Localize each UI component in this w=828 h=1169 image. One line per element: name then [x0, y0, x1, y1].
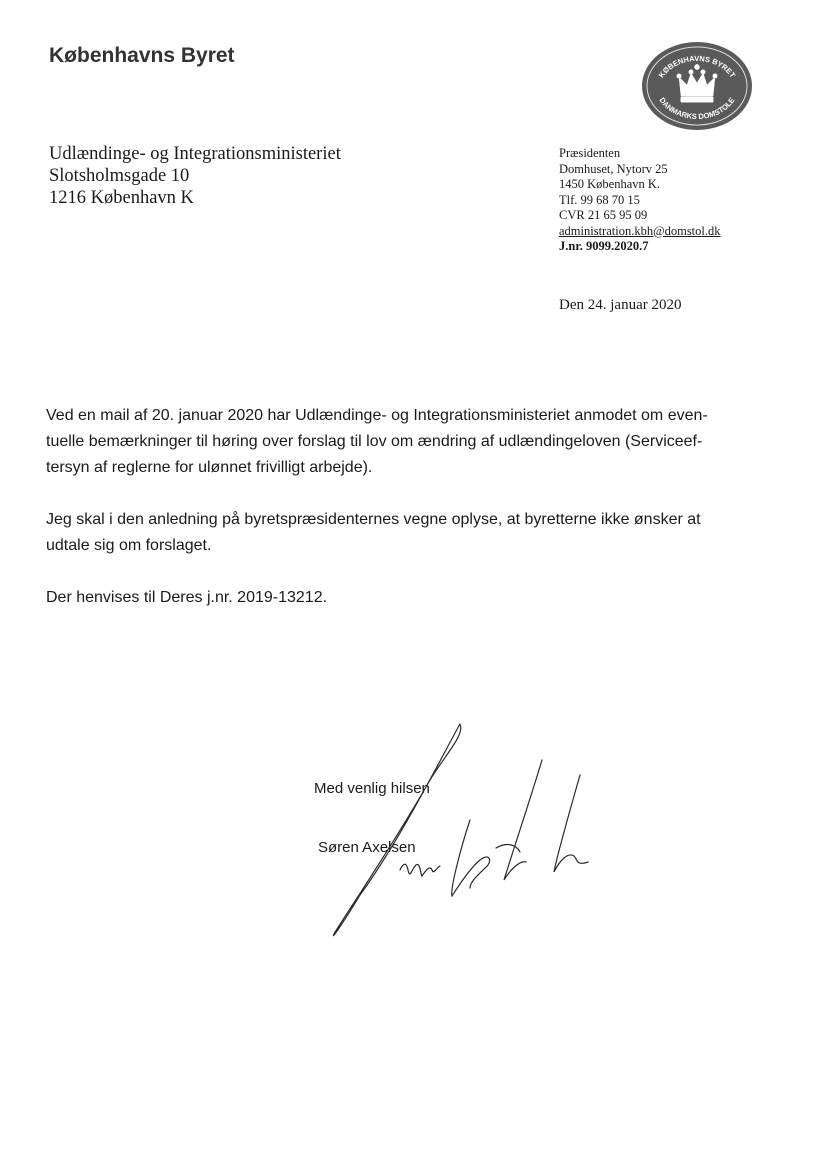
sender-phone: Tlf. 99 68 70 15 — [559, 192, 640, 207]
sender-address: Domhuset, Nytorv 25 — [559, 161, 668, 176]
body-line: tersyn af reglerne for ulønnet frivilligt arbejde). — [46, 459, 373, 476]
body-line: Ved en mail af 20. januar 2020 har Udlændinge- og Integrationsministeriet anmodet om even- — [46, 407, 708, 424]
recipient-line: 1216 København K — [49, 188, 194, 208]
letter-date: Den 24. januar 2020 — [559, 297, 682, 313]
court-name: Københavns Byret — [49, 44, 235, 67]
sender-journal-number: J.nr. 9099.2020.7 — [559, 239, 649, 253]
letter-body — [46, 403, 736, 637]
handwritten-signature — [320, 720, 600, 950]
seal-top-text: KØBENHAVNS BYRET — [656, 53, 738, 80]
sender-cvr: CVR 21 65 95 09 — [559, 208, 648, 222]
recipient-line: Slotsholmsgade 10 — [49, 166, 190, 186]
recipient-line: Udlændinge- og Integrationsministeriet — [49, 144, 341, 164]
body-paragraph — [46, 585, 736, 611]
sender-block — [559, 146, 721, 255]
sender-title: Præsidenten — [559, 146, 621, 160]
body-line: Der henvises til Deres j.nr. 2019-13212. — [46, 589, 328, 606]
body-line: Jeg skal i den anledning på byretspræsidenternes vegne oplyse, at byretterne ikke ønsker at — [46, 511, 701, 528]
body-line: tuelle bemærkninger til høring over forslag til lov om ændring af udlændingeloven (Serviceef- — [46, 433, 703, 450]
closing-greeting: Med venlig hilsen — [314, 780, 430, 797]
seal-bottom-text: DANMARKS DOMSTOLE — [657, 95, 737, 122]
recipient-address — [49, 143, 341, 209]
body-line: udtale sig om forslaget. — [46, 537, 212, 554]
body-paragraph — [46, 507, 736, 559]
sender-city: 1450 København K. — [559, 177, 661, 191]
sender-email-link[interactable]: administration.kbh@domstol.dk — [559, 223, 721, 238]
court-seal — [641, 41, 753, 131]
body-paragraph — [46, 403, 736, 481]
signer-name: Søren Axelsen — [318, 839, 416, 856]
